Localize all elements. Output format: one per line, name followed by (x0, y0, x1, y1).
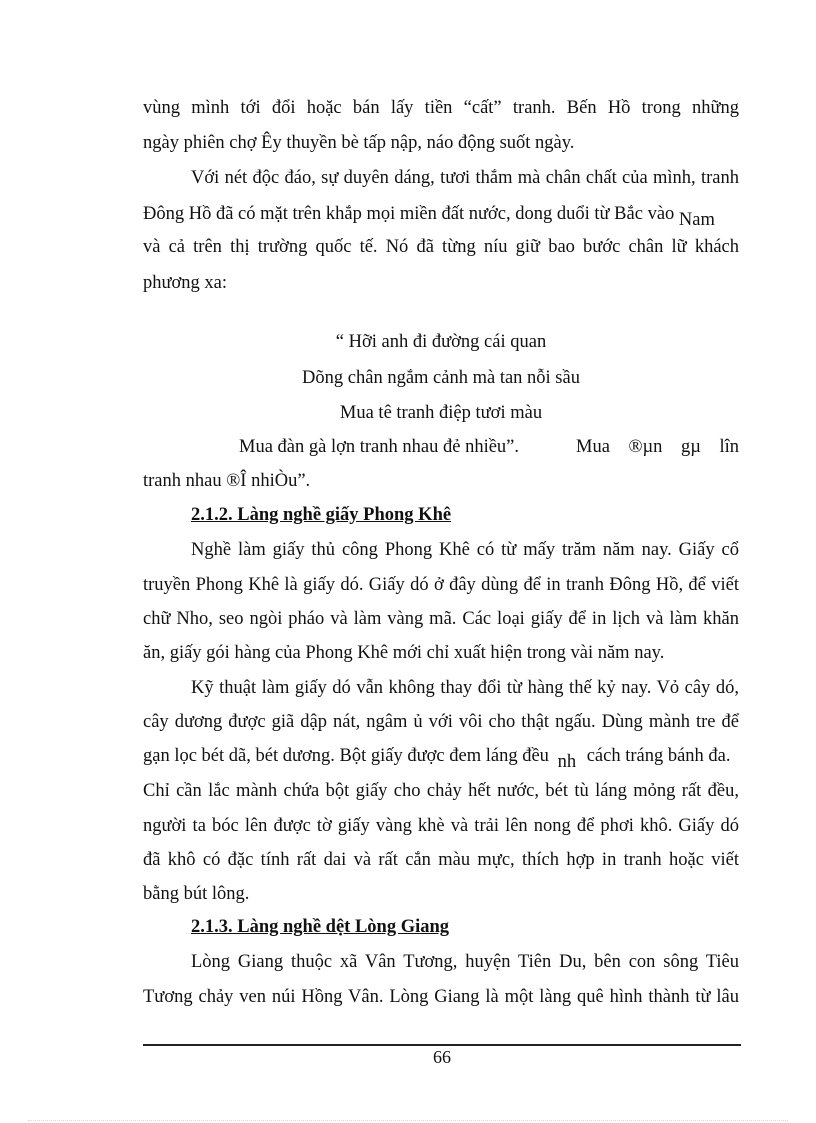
body-line: chữ Nho, seo ngòi pháo và làm vàng mã. Các loại giấy để in lịch và làm khăn (143, 609, 739, 629)
body-line (143, 202, 739, 230)
body-line: Kỹ thuật làm giấy dó vẫn không thay đổi từ hàng thế kỷ nay. Vỏ cây dó, (191, 678, 739, 698)
body-line: phương xa: (143, 273, 228, 293)
body-line: vùng mình tới đổi hoặc bán lấy tiền “cất” tranh. Bến Hồ trong những (143, 98, 739, 118)
body-line (143, 744, 739, 772)
section-heading: 2.1.2. Làng nghề giấy Phong Khê (191, 505, 452, 525)
verse-line: “ Hỡi anh đi đường cái quan (335, 332, 547, 352)
body-line: ngày phiên chợ Êy thuyền bè tấp nập, náo động suốt ngày. (143, 133, 575, 153)
body-line: ăn, giấy gói hàng của Phong Khê mới chỉ xuất hiện trong vài năm nay. (143, 643, 665, 663)
body-line: bằng bút lông. (143, 884, 250, 904)
body-line: Lòng Giang thuộc xã Vân Tương, huyện Tiên Du, bên con sông Tiêu (191, 952, 739, 972)
section-heading: 2.1.3. Làng nghề dệt Lòng Giang (191, 917, 450, 937)
body-text: cách tráng bánh đa. (586, 746, 731, 766)
body-text: gạn lọc bét dã, bét dương. Bột giấy được đem láng đều (143, 746, 549, 766)
body-line: đã khô có đặc tính rất dai và rất cắn màu mực, thích hợp in tranh hoặc viết (143, 850, 739, 870)
verse-line: Mua tê tranh điệp tươi màu (339, 403, 543, 423)
body-line: truyền Phong Khê là giấy dó. Giấy dó ở đây dùng để in tranh Đông Hồ, để viết (143, 575, 739, 595)
body-text: Đông Hồ đã có mặt trên khắp mọi miền đất nước, dong duổi từ Bắc vào (143, 204, 675, 224)
body-line: Nghề làm giấy thủ công Phong Khê có từ mấy trăm năm nay. Giấy cổ (191, 540, 739, 560)
body-text-subscript: Nam (678, 210, 715, 230)
garbled-verse-text: Mua ®µn gµ lîn (576, 437, 739, 457)
body-line: người ta bóc lên được tờ giấy vàng khè và trải lên nong để phơi khô. Giấy dó (143, 816, 739, 836)
page-edge-divider (28, 1120, 788, 1121)
body-line: Chỉ cần lắc mành chứa bột giấy cho chảy hết nước, bét tù láng mỏng rất đều, (143, 781, 739, 801)
body-line: Tương chảy ven núi Hồng Vân. Lòng Giang là một làng quê hình thành từ lâu (143, 987, 739, 1007)
body-line: và cả trên thị trường quốc tế. Nó đã từng níu giữ bao bước chân lữ khách (143, 237, 739, 257)
verse-line: Dõng chân ngắm cảnh mà tan nỗi sầu (302, 368, 580, 388)
page-number: 66 (433, 1047, 451, 1067)
body-line: Với nét độc đáo, sự duyên dáng, tươi thắm mà chân chất của mình, tranh (191, 168, 739, 188)
body-text-subscript: nh (557, 752, 577, 772)
verse-line (239, 435, 739, 459)
verse-line: tranh nhau ®Î nhiÒu”. (143, 471, 311, 491)
verse-text: Mua đàn gà lợn tranh nhau đẻ nhiều”. (239, 437, 520, 457)
body-line: cây dương được giã dập nát, ngâm ủ với vôi cho thật ngấu. Dùng mành tre để (143, 712, 739, 732)
